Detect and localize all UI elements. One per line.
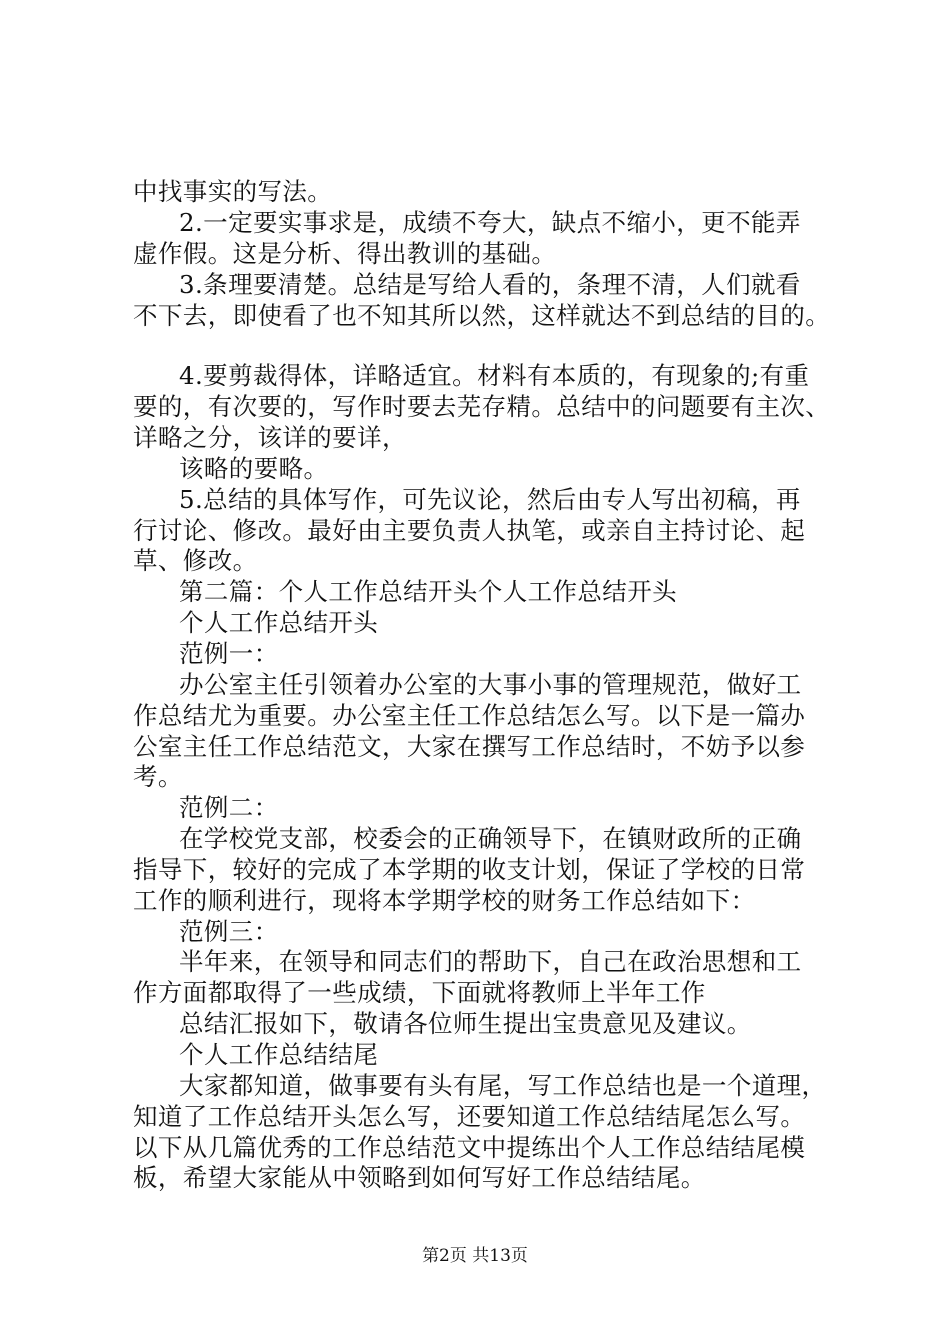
text-line: 要的，有次要的，写作时要去芜存精。总结中的问题要有主次、 — [133, 392, 831, 421]
text-line: 作总结尤为重要。办公室主任工作总结怎么写。以下是一篇办 — [133, 701, 806, 730]
text-line: 在学校党支部，校委会的正确领导下，在镇财政所的正确 — [179, 824, 802, 853]
text-line: 详略之分，该详的要详， — [133, 423, 407, 452]
example-label: 范例二： — [179, 793, 279, 822]
text-line: 该略的要略。 — [179, 454, 329, 483]
text-line: 5.总结的具体写作，可先议论，然后由专人写出初稿，再 — [179, 485, 801, 514]
text-line: 工作的顺利进行，现将本学期学校的财务工作总结如下： — [133, 886, 756, 915]
text-line: 指导下，较好的完成了本学期的收支计划，保证了学校的日常 — [133, 855, 806, 884]
text-line: 以下从几篇优秀的工作总结范文中提练出个人工作总结结尾模 — [133, 1133, 806, 1162]
subsection-heading: 个人工作总结开头 — [179, 608, 379, 637]
subsection-heading: 个人工作总结结尾 — [179, 1040, 379, 1069]
text-line: 办公室主任引领着办公室的大事小事的管理规范，做好工 — [179, 670, 802, 699]
text-line: 2.一定要实事求是，成绩不夸大，缺点不缩小，更不能弄 — [179, 208, 801, 237]
text-line: 考。 — [133, 762, 183, 791]
text-line: 行讨论、修改。最好由主要负责人执笔，或亲自主持讨论、起 — [133, 516, 806, 545]
text-line: 4.要剪裁得体，详略适宜。材料有本质的，有现象的;有重 — [179, 361, 810, 390]
text-line: 草、修改。 — [133, 546, 258, 575]
text-line: 公室主任工作总结范文，大家在撰写工作总结时，不妨予以参 — [133, 732, 806, 761]
text-line: 板，希望大家能从中领略到如何写好工作总结结尾。 — [133, 1163, 706, 1192]
text-line: 虚作假。这是分析、得出教训的基础。 — [133, 239, 557, 268]
section-heading: 第二篇：个人工作总结开头个人工作总结开头 — [179, 577, 677, 606]
text-line: 3.条理要清楚。总结是写给人看的，条理不清，人们就看 — [179, 270, 801, 299]
text-line: 作方面都取得了一些成绩，下面就将教师上半年工作 — [133, 978, 706, 1007]
text-line: 不下去，即使看了也不知其所以然，这样就达不到总结的目的。 — [133, 301, 831, 330]
example-label: 范例三： — [179, 917, 279, 946]
text-line: 知道了工作总结开头怎么写，还要知道工作总结结尾怎么写。 — [133, 1102, 806, 1131]
text-line: 总结汇报如下，敬请各位师生提出宝贵意见及建议。 — [179, 1009, 752, 1038]
text-line: 半年来，在领导和同志们的帮助下，自己在政治思想和工 — [179, 947, 802, 976]
text-line: 中找事实的写法。 — [133, 177, 333, 206]
page-number-footer: 第2页 共13页 — [422, 1246, 528, 1266]
example-label: 范例一： — [179, 639, 279, 668]
text-line: 大家都知道，做事要有头有尾，写工作总结也是一个道理， — [179, 1071, 827, 1100]
